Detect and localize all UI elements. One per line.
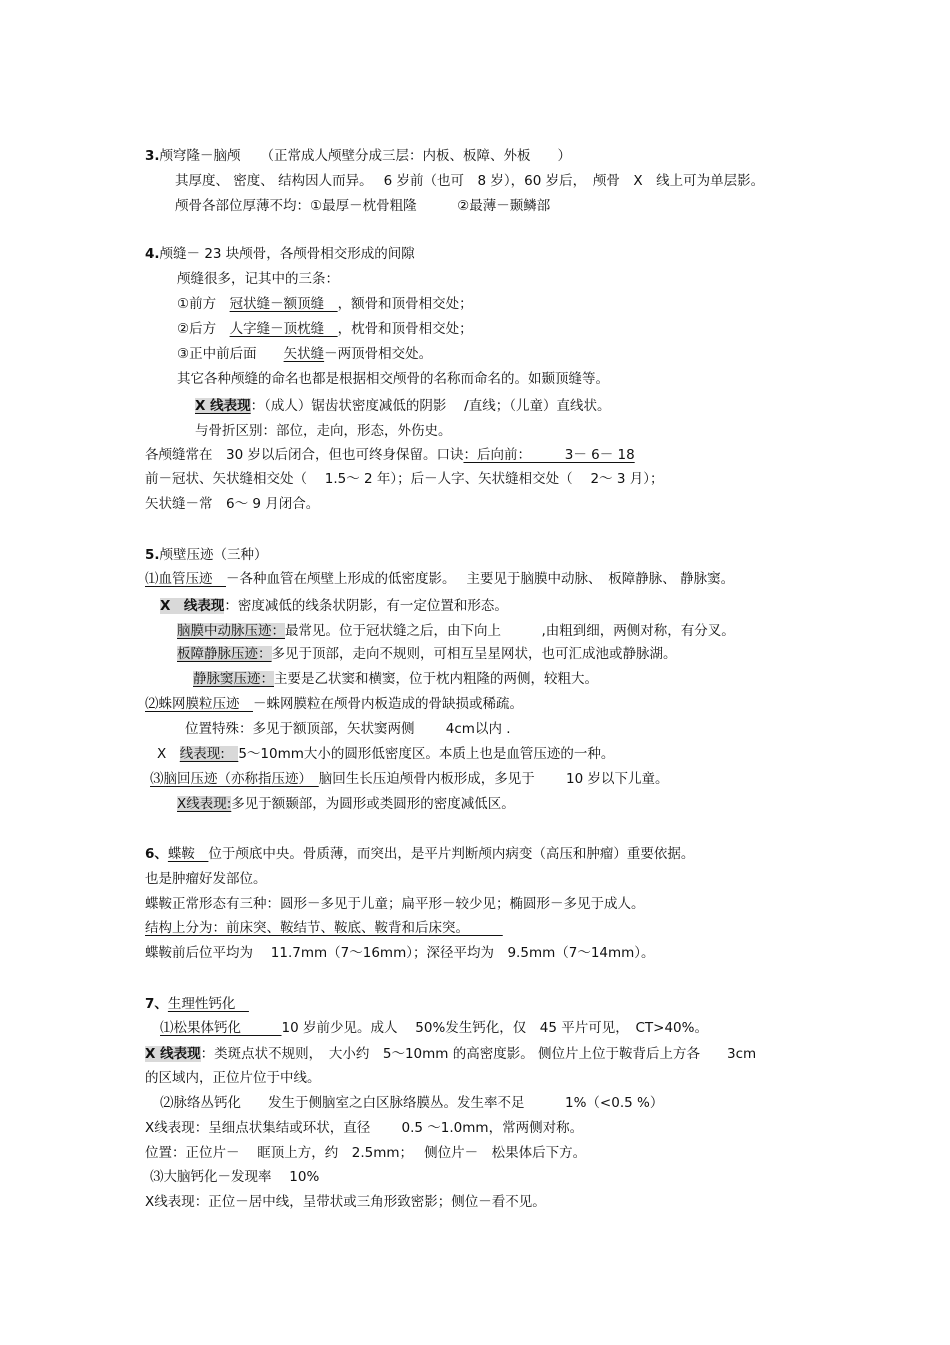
section-7-heading [145,995,249,1013]
text-line: X线表现：正位－居中线，呈带状或三角形致密影；侧位－看不见。 [145,1194,546,1210]
xray-prefix: X [157,746,180,762]
subheading: ⑴松果体钙化 [160,1020,282,1036]
subheading: ⑴血管压迹 [145,571,226,587]
section-number: 4. [145,246,160,262]
section-title: 颅缝－ 23 块颅骨，各颅骨相交形成的间隙 [159,246,415,262]
text-line: 结构上分为：前床突、鞍结节、鞍底、鞍背和后床突。 [145,920,503,936]
text: 多见于顶部，走向不规则，可相互呈星网状，也可汇成池或静脉湖。 [271,646,677,662]
text-line: 与骨折区别：部位，走向，形态，外伤史。 [195,423,452,439]
section-title: 生理性钙化 [167,996,249,1012]
mnemonic: ：后向前： 3－ 6－ 18 [463,447,635,463]
section-note: （正常成人颅壁分成三层：内板、板障、外板 ） [260,148,572,164]
text-line: 位置：正位片－ 眶顶上方，约 2.5mm； 侧位片－ 松果体后下方。 [145,1145,587,1161]
section-6-heading [145,845,694,863]
text-line: X线表现：呈细点状集结或环状，直径 0.5 ～1.0mm，常两侧对称。 [145,1120,584,1136]
xray-text: 多见于额颞部，为圆形或类圆形的密度减低区。 [231,796,515,812]
suture-item [177,295,473,313]
xray-label: X线表现: [177,796,232,812]
text-line: 蝶鞍前后位平均为 11.7mm（7～16mm）；深径平均为 9.5mm（7～14mm）。 [145,945,655,961]
item-text: －两顶骨相交处。 [324,346,433,362]
text-line [177,645,677,663]
item-label: ②后方 [177,321,230,337]
text-line [150,770,669,788]
text: 各颅缝常在 30 岁以后闭合，但也可终身保留。口诀 [145,447,464,463]
text-line: 矢状缝－常 6～ 9 月闭合。 [145,496,320,512]
text-line: 蝶鞍正常形态有三种：圆形－多见于儿童；扁平形－较少见；椭圆形－多见于成人。 [145,896,645,912]
section-number: 3. [145,148,160,164]
section-title: 颅壁压迹（三种） [159,547,268,563]
text: 位于颅底中央。骨质薄，而突出，是平片判断颅内病变（高压和肿瘤）重要依据。 [208,846,695,862]
text-line [145,695,523,713]
term: 矢状缝 [283,346,325,362]
text-line: 其它各种颅缝的命名也都是根据相交颅骨的名称而命名的。如颞顶缝等。 [177,371,609,387]
term: 板障静脉压迹： [177,646,272,662]
section-number: 6、 [145,846,168,862]
item-text: ，额骨和顶骨相交处； [337,296,473,312]
item-label: ①前方 [177,296,230,312]
xray-finding [160,597,508,615]
suture-item [177,345,432,363]
item-label: ③正中前后面 [177,346,284,362]
section-title: 蝶鞍 [167,846,209,862]
section-number: 5. [145,547,160,563]
xray-finding [177,795,515,813]
text: 脑回生长压迫颅骨内板形成，多见于 10 岁以下儿童。 [318,771,669,787]
text-line [145,446,635,464]
xray-text: ：密度减低的线条状阴影，有一定位置和形态。 [224,598,508,614]
item-text: ，枕骨和顶骨相交处； [337,321,473,337]
suture-item [177,320,473,338]
section-5-heading [145,546,268,564]
term: 脑膜中动脉压迹： [177,623,285,639]
text-line: ⑵脉络丛钙化 发生于侧脑室之白区脉络膜丛。发生率不足 1%（<0.5 %） [160,1095,664,1111]
text-line [193,670,598,688]
text-line: 颅骨各部位厚薄不均：①最厚－枕骨粗隆 ②最薄－颞鳞部 [175,198,551,214]
xray-label: X 线表现 [195,398,251,414]
xray-finding [195,397,610,415]
text: －各种血管在颅壁上形成的低密度影。 主要见于脑膜中动脉、 板障静脉、 静脉窦。 [226,571,735,587]
text: 主要是乙状窦和横窦，位于枕内粗隆的两侧，较粗大。 [274,671,598,687]
xray-finding [157,745,614,763]
text-line: 也是肿瘤好发部位。 [145,871,267,887]
term: 冠状缝－额顶缝 [229,296,338,312]
xray-finding [145,1045,756,1063]
section-title: 颅穹隆－脑颅 [159,148,241,164]
text: 最常见。位于冠状缝之后，由下向上 ,由粗到细，两侧对称，有分叉。 [285,623,735,639]
text-line: 颅缝很多，记其中的三条： [177,271,339,287]
text: 10 岁前少见。成人 50%发生钙化，仅 45 平片可见， CT>40%。 [281,1020,708,1036]
text-line [177,622,735,640]
subheading: ⑶脑回压迹（亦称指压迹） [150,771,319,787]
text-line: 位置特殊：多见于额顶部，矢状窦两侧 4cm以内 . [185,721,511,737]
xray-text: ：（成人）锯齿状密度减低的阴影 /直线；（儿童）直线状。 [250,398,611,414]
xray-label: 线表现: [179,746,239,762]
term: 静脉窦压迹： [193,671,274,687]
xray-label: X 线表现 [160,598,225,614]
text-line: 前－冠状、矢状缝相交处（ 1.5～ 2 年）；后－人字、矢状缝相交处（ 2～ 3 月）； [145,471,664,487]
xray-text: 5～10mm大小的圆形低密度区。本质上也是血管压迹的一种。 [238,746,615,762]
xray-label: X 线表现 [145,1046,201,1062]
xray-text: ：类斑点状不规则， 大小约 5～10mm 的高密度影。 侧位片上位于鞍背后上方各 3cm [200,1046,757,1062]
text-line: ⑶大脑钙化－发现率 10% [150,1169,320,1185]
text-line [160,1019,708,1037]
section-4-heading [145,245,415,263]
text-line: 其厚度、 密度、 结构因人而异。 6 岁前（也可 8 岁），60 岁后， 颅骨 X 线上可为单层影。 [175,173,765,189]
text-line: 的区域内，正位片位于中线。 [145,1070,321,1086]
subheading: ⑵蛛网膜粒压迹 [145,696,253,712]
text-line [145,570,734,588]
text: －蛛网膜粒在颅骨内板造成的骨缺损或稀疏。 [253,696,523,712]
section-3-heading [145,147,571,165]
term: 人字缝－顶枕缝 [229,321,338,337]
section-number: 7、 [145,996,168,1012]
